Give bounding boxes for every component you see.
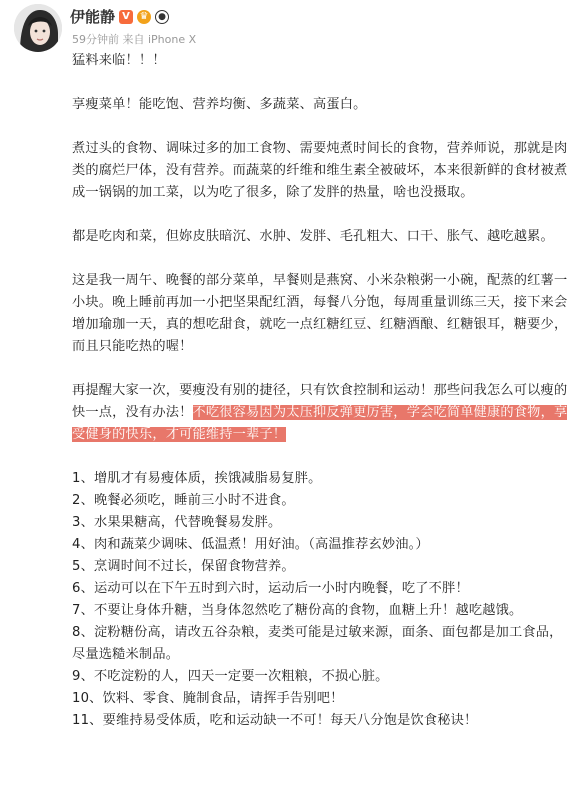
tip-item: 9、不吃淀粉的人，四天一定要一次粗粮，不损心脏。 (72, 669, 389, 684)
paragraph-3: 都是吃肉和菜，但妳皮肤暗沉、水肿、发胖、毛孔粗大、口干、胀气、越吃越累。 (72, 229, 554, 244)
tip-item: 3、水果果糖高，代替晚餐易发胖。 (72, 515, 282, 530)
paragraph-2: 煮过头的食物、调味过多的加工食物、需要炖煮时间长的食物，营养师说，那就是肉类的腐烂尸体，没有营养。而蔬菜的纤维和维生素全被破坏，本来很新鲜的食材被煮成一锅锅的加工菜，以为吃了很多，除了发胖的热量，啥也没摄取。 (72, 141, 568, 200)
panda-icon[interactable]: ● (155, 10, 169, 24)
tip-item: 5、烹调时间不过长，保留食物营养。 (72, 559, 295, 574)
paragraph-5 (72, 380, 572, 446)
paragraph-5-text: 再提醒大家一次，要瘦没有别的捷径，只有饮食控制和运动！那些问我怎么可以瘦的快一点，没有办法！ (72, 383, 568, 420)
tip-item: 4、肉和蔬菜少调味、低温煮！用好油。（高温推荐玄妙油。） (72, 537, 429, 552)
tip-item: 2、晚餐必须吃，睡前三小时不进食。 (72, 493, 295, 508)
username[interactable]: 伊能静 (70, 8, 116, 26)
verified-badge-icon[interactable]: V (119, 10, 133, 24)
tips-list (72, 468, 572, 732)
tip-item: 8、淀粉糖份高，请改五谷杂粮，麦类可能是过敏来源，面条、面包都是加工食品，尽量选糙米制品。 (72, 625, 563, 662)
paragraph-4: 这是我一周午、晚餐的部分菜单，早餐则是燕窝、小米杂粮粥一小碗，配蒸的红薯一小块。晚上睡前再加一小把坚果配红酒，每餐八分饱，每周重量训练三天，接下来会增加瑜珈一天，真的想吃甜食，就吃一点红糖红豆、红糖酒酿、红糖银耳，糖要少，而且只能吃热的喔！ (72, 273, 568, 354)
tip-item: 6、运动可以在下午五时到六时，运动后一小时内晚餐，吃了不胖！ (72, 581, 469, 596)
username-row (70, 6, 169, 27)
gold-badge-icon[interactable]: ♛ (137, 10, 151, 24)
post-meta[interactable]: 59分钟前 来自 iPhone X (72, 33, 197, 46)
tip-item: 10、饮料、零食、腌制食品，请挥手告别吧！ (72, 691, 344, 706)
intro-line: 猛料来临！！！ (72, 53, 166, 68)
tip-item: 11、要维持易受体质，吃和运动缺一不可！每天八分饱是饮食秘诀！ (72, 713, 478, 728)
tip-item: 7、不要让身体升糖，当身体忽然吃了糖份高的食物，血糖上升！越吃越饿。 (72, 603, 523, 618)
tip-item: 1、增肌才有易瘦体质，挨饿减脂易复胖。 (72, 471, 322, 486)
post-body (72, 50, 572, 732)
highlighted-text: 不吃很容易因为太压抑反弹更厉害，学会吃简单健康的食物，享受健身的快乐，才可能维持一辈子！ (72, 405, 568, 442)
paragraph-1: 享瘦菜单！能吃饱、营养均衡、多蔬菜、高蛋白。 (72, 97, 367, 112)
avatar-image (14, 4, 62, 52)
avatar[interactable] (14, 4, 62, 52)
